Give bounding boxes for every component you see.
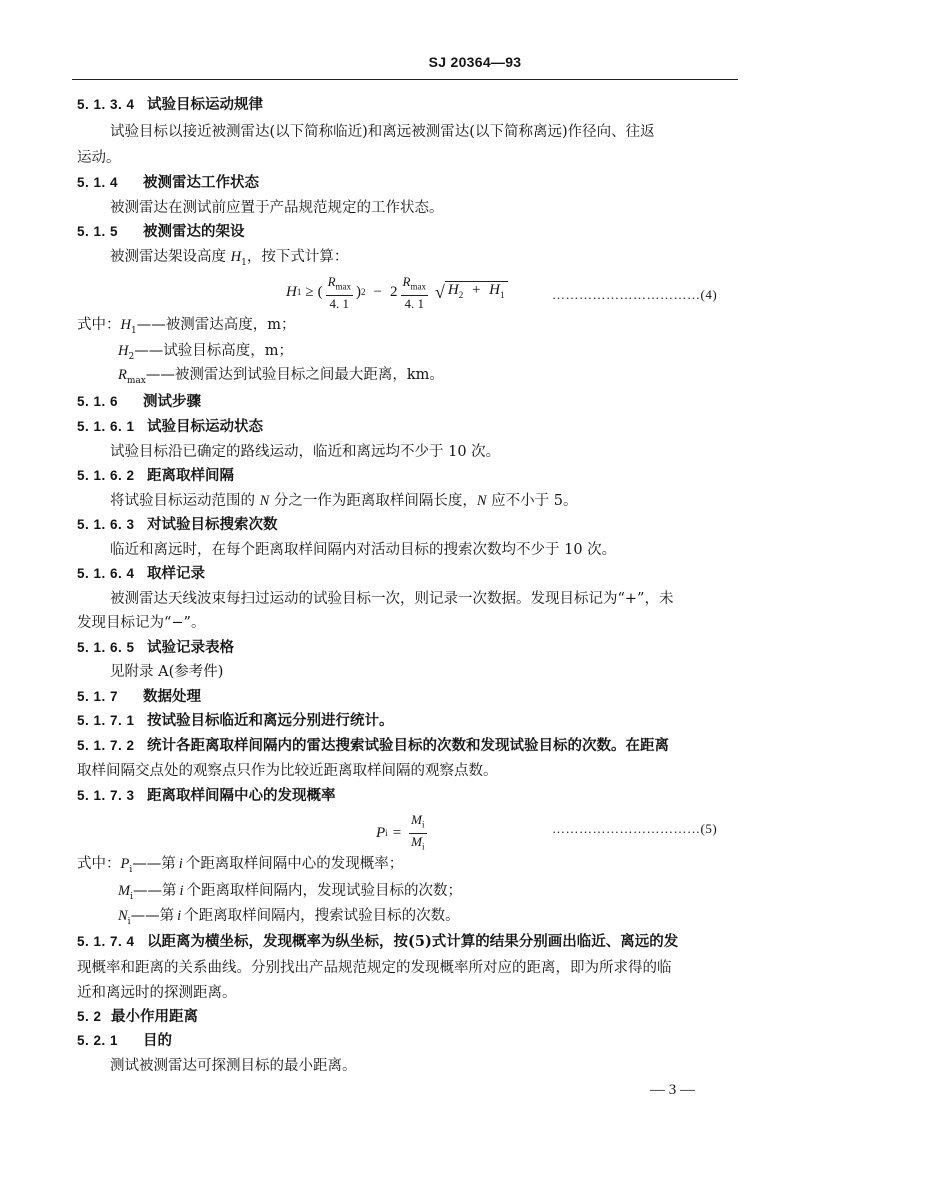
- section-number: 5. 1. 7: [77, 689, 119, 704]
- fraction-m-over-m: [409, 812, 426, 854]
- radicand-h1: H: [489, 282, 500, 299]
- section-5-1-6: [77, 393, 201, 411]
- paragraph-line: [110, 248, 348, 272]
- where-description: 个距离取样间隔中心的发现概率；: [185, 856, 404, 872]
- formula-lhs-sub: i: [385, 828, 388, 839]
- paragraph-text: 分之一作为距离取样间隔长度，: [273, 493, 477, 509]
- paragraph-line: 临近和离远时，在每个距离取样间隔内对活动目标的搜索次数均不少于 10 次。: [110, 542, 617, 558]
- where-line: [118, 907, 460, 931]
- paragraph-line: 见附录 A(参考件): [110, 664, 224, 680]
- numerator-sub: max: [335, 281, 352, 292]
- section-title: 测试步骤: [143, 393, 201, 410]
- where-line: [77, 855, 403, 879]
- section-number: 5. 1. 6. 2: [77, 468, 135, 483]
- minus-sign: −: [373, 283, 382, 300]
- variable-n: N: [259, 493, 270, 509]
- paragraph-text: 应不小于 5。: [491, 493, 578, 509]
- where-description: 个距离取样间隔内，搜索试验目标的次数。: [184, 908, 460, 924]
- paragraph-line: 试验目标沿已确定的路线运动，临近和离远均不少于 10 次。: [110, 444, 501, 460]
- where-description: ——试验目标高度，m；: [134, 343, 293, 359]
- section-number: 5. 1. 4: [77, 175, 119, 190]
- radical-sign: √: [434, 281, 445, 302]
- variable-h: H: [230, 249, 242, 265]
- section-5-2-1: [77, 1032, 172, 1050]
- numerator-symbol: M: [411, 812, 422, 827]
- section-5-2: [77, 1008, 198, 1026]
- section-title: 数据处理: [143, 688, 201, 705]
- section-number: 5. 1. 7. 2: [77, 738, 135, 753]
- section-title: 对试验目标搜索次数: [147, 516, 278, 533]
- leader-dots: ……………………………: [552, 821, 701, 836]
- fraction-numerator: [409, 812, 426, 834]
- where-prefix: 式中：: [77, 856, 121, 872]
- paragraph-line: 取样间隔交点处的观察点只作为比较近距离取样间隔的观察点数。: [77, 763, 498, 779]
- where-description: ——第: [132, 883, 177, 899]
- numerator-symbol: R: [402, 274, 411, 289]
- where-symbol-sub: i: [130, 891, 133, 902]
- section-title: 距离取样间隔: [147, 467, 234, 484]
- where-symbol: N: [118, 908, 128, 924]
- fraction-numerator: [326, 274, 353, 296]
- where-line: [118, 342, 293, 366]
- section-5-1-6-5: [77, 639, 234, 657]
- paragraph-text: 将试验目标运动范围的: [110, 493, 255, 509]
- where-prefix: 式中：: [77, 317, 121, 333]
- fraction-denominator: 4. 1: [404, 295, 424, 311]
- variable-subscript: 1: [241, 257, 247, 268]
- where-line: [77, 316, 295, 340]
- fraction-numerator: [401, 274, 428, 296]
- fraction-denominator: 4. 1: [329, 295, 350, 311]
- section-number: 5. 1. 6. 4: [77, 566, 135, 581]
- where-symbol-sub: 1: [130, 325, 137, 336]
- section-number: 5. 1. 6. 3: [77, 517, 135, 532]
- denominator-sub: i: [422, 841, 425, 852]
- section-number: 5. 1. 5: [77, 224, 119, 239]
- section-title: 被测雷达工作状态: [143, 174, 259, 191]
- where-description: ——第: [130, 908, 175, 924]
- section-title: 被测雷达的架设: [143, 223, 245, 240]
- section-title: 最小作用距离: [111, 1008, 198, 1025]
- variable-i: i: [178, 856, 183, 872]
- radicand-h2-sub: 2: [458, 290, 464, 301]
- where-symbol-sub: i: [127, 916, 131, 927]
- formula-number: (4): [700, 287, 718, 302]
- fraction-denominator: [411, 834, 424, 855]
- numerator-symbol: R: [327, 274, 336, 289]
- section-5-1-7-4: [77, 933, 678, 951]
- paragraph-line: 现概率和距离的关系曲线。分别找出产品规范规定的发现概率所对应的距离，即为所求得的临: [77, 960, 672, 976]
- section-number: 5. 1. 6. 1: [77, 419, 135, 434]
- where-line: [118, 366, 444, 390]
- where-symbol-sub: max: [126, 375, 146, 386]
- exponent: 2: [361, 287, 366, 298]
- paragraph-line: [110, 492, 578, 510]
- numerator-sub: i: [422, 819, 425, 830]
- radicand-h1-sub: 1: [500, 290, 505, 301]
- section-number: 5. 1. 6: [77, 394, 119, 409]
- section-title: 试验目标运动规律: [147, 96, 263, 113]
- open-paren: (: [317, 283, 323, 300]
- radicand: [445, 281, 508, 303]
- section-number: 5. 2. 1: [77, 1033, 119, 1048]
- header-rule: [72, 79, 738, 80]
- where-symbol: H: [118, 343, 129, 359]
- formula-5-leader: [552, 821, 717, 837]
- fraction-rmax-2: [401, 274, 428, 311]
- formula-lhs: H: [286, 283, 297, 300]
- section-5-1-6-1: [77, 418, 263, 436]
- paragraph-text: ，按下式计算：: [246, 249, 349, 265]
- section-5-1-7-1: [77, 712, 394, 730]
- section-5-1-6-2: [77, 467, 234, 485]
- section-5-1-7-3: [77, 787, 336, 805]
- formula-relation: ≥: [305, 283, 314, 300]
- section-5-1-6-3: [77, 516, 278, 534]
- denominator-symbol: M: [411, 833, 422, 849]
- section-number: 5. 2: [77, 1009, 102, 1024]
- numerator-sub: max: [410, 281, 426, 292]
- section-title: 取样记录: [147, 565, 205, 582]
- formula-5: [376, 812, 430, 854]
- where-symbol: M: [118, 883, 131, 899]
- section-number: 5. 1. 7. 4: [77, 934, 135, 949]
- variable-i: i: [177, 908, 182, 924]
- paragraph-line: 试验目标以接近被测雷达(以下简称临近)和离远被测雷达(以下简称离远)作径向、往返: [110, 124, 655, 140]
- paragraph-line: 运动。: [77, 150, 121, 166]
- formula-lhs-sub: 1: [296, 287, 302, 298]
- paragraph-line: 被测雷达天线波束每扫过运动的试验目标一次，则记录一次数据。发现目标记为“+”，未: [110, 591, 674, 607]
- paragraph-line: 近和离远时的探测距离。: [77, 985, 237, 1001]
- paragraph-line: 测试被测雷达可探测目标的最小距离。: [110, 1058, 357, 1074]
- where-symbol-sub: i: [129, 864, 133, 875]
- section-title: 统计各距离取样间隔内的雷达搜索试验目标的次数和发现试验目标的次数。在距离: [147, 737, 669, 754]
- formula-lhs: P: [376, 824, 386, 841]
- formula-4: [286, 274, 508, 311]
- where-symbol: H: [120, 317, 131, 333]
- section-title: 距离取样间隔中心的发现概率: [147, 787, 336, 804]
- coefficient: 2: [390, 283, 398, 300]
- paragraph-line: 被测雷达在测试前应置于产品规范规定的工作状态。: [110, 200, 444, 216]
- paragraph-line: 发现目标记为“−”。: [77, 615, 206, 631]
- standard-code-header: SJ 20364—93: [428, 54, 522, 70]
- where-line: [118, 882, 462, 906]
- section-number: 5. 1. 7. 3: [77, 788, 135, 803]
- where-symbol: P: [120, 856, 130, 872]
- equals-sign: =: [392, 824, 402, 841]
- section-title: 以距离为横坐标，发现概率为纵坐标，按(5)式计算的结果分别画出临近、离远的发: [147, 933, 679, 950]
- radicand-h2: H: [447, 282, 459, 299]
- plus-sign: +: [471, 282, 481, 299]
- where-description: 个距离取样间隔内，发现试验目标的次数；: [186, 883, 463, 899]
- page-number: — 3 —: [650, 1082, 695, 1098]
- where-description: ——被测雷达高度，m；: [136, 317, 296, 333]
- variable-n: N: [476, 493, 487, 509]
- formula-number: (5): [700, 821, 718, 836]
- formula-4-leader: [552, 287, 717, 303]
- section-title: 目的: [143, 1032, 172, 1049]
- leader-dots: ……………………………: [552, 287, 701, 302]
- where-symbol: R: [118, 367, 127, 383]
- section-5-1-7-2: [77, 737, 669, 755]
- where-symbol-sub: 2: [128, 351, 135, 362]
- close-paren: ): [356, 283, 362, 300]
- section-title: 按试验目标临近和离远分别进行统计。: [147, 712, 394, 729]
- where-description: ——被测雷达到试验目标之间最大距离，km。: [145, 367, 444, 383]
- section-5-1-5: [77, 223, 245, 241]
- section-number: 5. 1. 6. 5: [77, 640, 135, 655]
- section-number: 5. 1. 7. 1: [77, 713, 135, 728]
- variable-i: i: [179, 883, 184, 899]
- section-title: 试验记录表格: [147, 639, 234, 656]
- square-root: [435, 281, 508, 303]
- section-5-1-6-4: [77, 565, 205, 583]
- section-5-1-7: [77, 688, 201, 706]
- section-5-1-3-4: [77, 96, 263, 114]
- section-5-1-4: [77, 174, 259, 192]
- paragraph-text: 被测雷达架设高度: [110, 249, 226, 265]
- fraction-rmax: [326, 274, 353, 311]
- where-description: ——第: [132, 856, 176, 872]
- section-number: 5. 1. 3. 4: [77, 97, 135, 112]
- section-title: 试验目标运动状态: [147, 418, 263, 435]
